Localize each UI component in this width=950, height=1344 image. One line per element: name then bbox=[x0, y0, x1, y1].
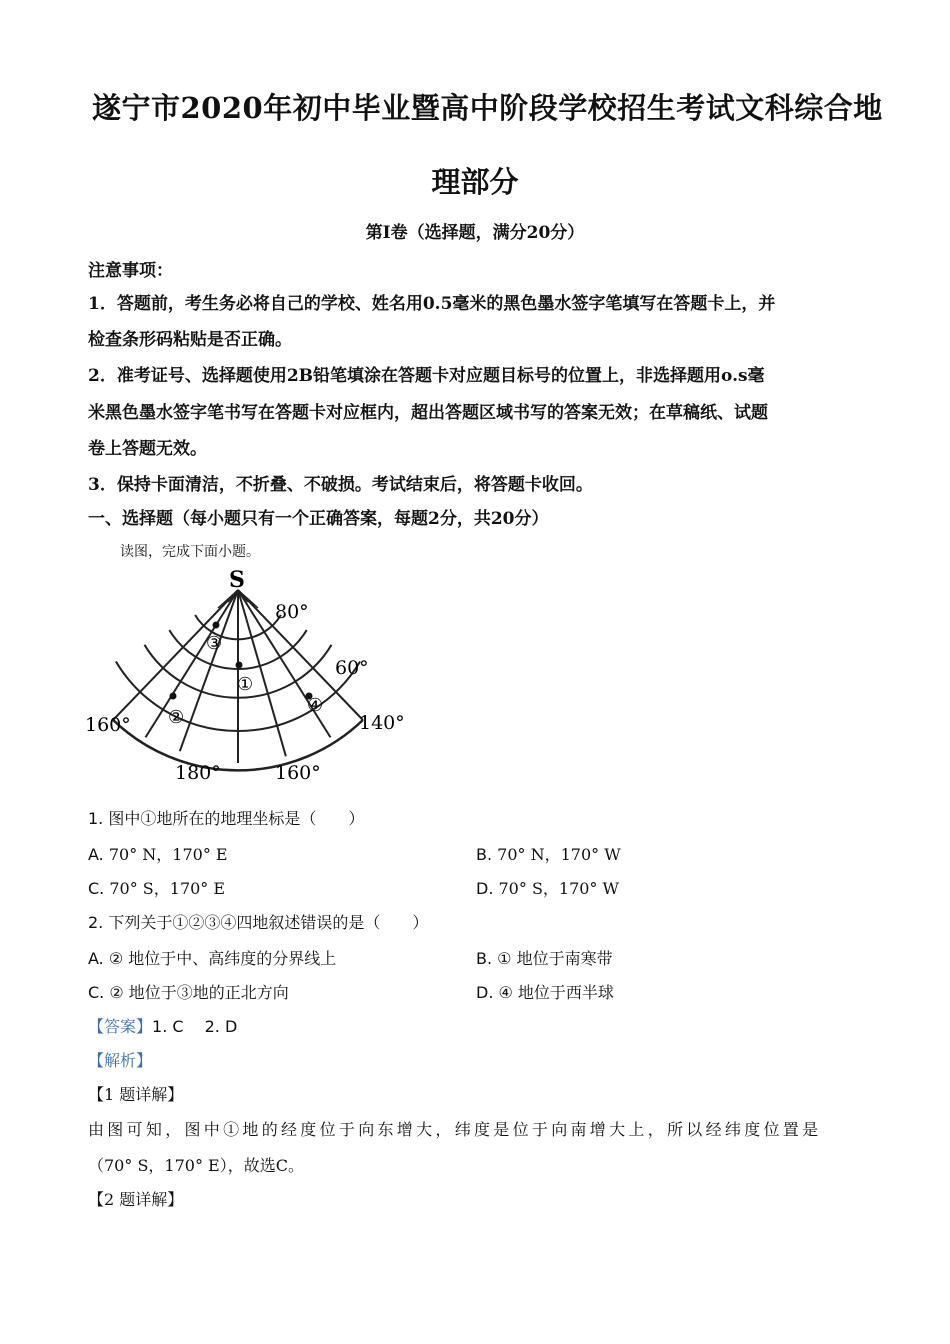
lat-label-80: 80° bbox=[275, 601, 309, 623]
answer-line bbox=[88, 1014, 237, 1037]
notice-heading: 注意事项： bbox=[88, 261, 173, 281]
point-1-label: ① bbox=[237, 674, 254, 695]
notice-line-5: 卷上答题无效。 bbox=[88, 439, 207, 459]
notice-line-3: 2．准考证号、选择题使用2B铅笔填涂在答题卡对应题目标号的位置上，非选择题用o.s毫 bbox=[88, 366, 765, 386]
point-2-label: ② bbox=[168, 707, 185, 728]
pole-label: S bbox=[229, 570, 245, 593]
question-1 bbox=[88, 806, 364, 829]
lon-label-140: 140° bbox=[359, 712, 405, 734]
detail-1-line-1: 由图可知，图中①地的经度位于向东增大，纬度是位于向南增大上，所以经纬度位置是 bbox=[88, 1120, 822, 1139]
q2-option-b[interactable]: B. ① 地位于南寒带 bbox=[476, 949, 613, 968]
point-3-dot bbox=[213, 622, 220, 629]
lon-label-160-left: 160° bbox=[85, 714, 131, 736]
lat-label-60: 60° bbox=[335, 657, 369, 679]
q1-option-c[interactable]: C. 70° S，170° E bbox=[88, 879, 226, 898]
answer-text: 1. C 2. D bbox=[152, 1017, 238, 1036]
answer-tag: 【答案】 bbox=[88, 1017, 153, 1036]
question-1-text: 图中①地所在的地理坐标是（ ） bbox=[103, 809, 365, 828]
q1-option-d[interactable]: D. 70° S，170° W bbox=[476, 879, 619, 898]
intro-text: 读图，完成下面小题。 bbox=[120, 544, 260, 560]
q2-option-d[interactable]: D. ④ 地位于西半球 bbox=[476, 983, 614, 1002]
title-line-1: 遂宁市2020年初中毕业暨高中阶段学校招生考试文科综合地 bbox=[92, 91, 883, 125]
question-2 bbox=[88, 910, 428, 933]
lon-label-160-bottom: 160° bbox=[275, 762, 321, 784]
point-4-label: ④ bbox=[307, 695, 324, 716]
analysis-tag: 【解析】 bbox=[88, 1051, 153, 1070]
meridian-160e bbox=[113, 590, 238, 720]
section-heading: 第I卷（选择题，满分20分） bbox=[365, 223, 585, 243]
notice-line-4: 米黑色墨水签字笔书写在答题卡对应框内，超出答题区域书写的答案无效；在草稿纸、试题 bbox=[88, 403, 768, 423]
point-2-dot bbox=[170, 693, 177, 700]
q2-option-a[interactable]: A. ② 地位于中、高纬度的分界线上 bbox=[88, 949, 337, 968]
point-1-dot bbox=[236, 662, 243, 669]
q2-option-c[interactable]: C. ② 地位于③地的正北方向 bbox=[88, 983, 289, 1002]
notice-line-6: 3．保持卡面清洁，不折叠、不破损。考试结束后，将答题卡收回。 bbox=[88, 475, 593, 495]
question-1-number: 1. bbox=[88, 809, 104, 828]
lon-label-180: 180° bbox=[175, 762, 221, 784]
point-3-label: ③ bbox=[206, 633, 223, 654]
question-2-text: 下列关于①②③④四地叙述错误的是（ ） bbox=[103, 913, 429, 932]
q1-option-a[interactable]: A. 70° N，170° E bbox=[88, 845, 228, 864]
detail-2-tag: 【2 题详解】 bbox=[88, 1190, 184, 1209]
notice-line-2: 检查条形码粘贴是否正确。 bbox=[88, 330, 292, 350]
detail-1-line-2: （70° S，170° E），故选C。 bbox=[88, 1156, 304, 1175]
notice-line-1: 1．答题前，考生务必将自己的学校、姓名用0.5毫米的黑色墨水签字笔填写在答题卡上，并 bbox=[88, 294, 776, 314]
title-line-2: 理部分 bbox=[431, 165, 519, 199]
q1-option-b[interactable]: B. 70° N，170° W bbox=[476, 845, 621, 864]
part-heading: 一、选择题（每小题只有一个正确答案，每题2分，共20分） bbox=[88, 509, 549, 529]
detail-1-tag: 【1 题详解】 bbox=[88, 1085, 184, 1104]
polar-map-figure bbox=[85, 570, 415, 785]
question-2-number: 2. bbox=[88, 913, 104, 932]
